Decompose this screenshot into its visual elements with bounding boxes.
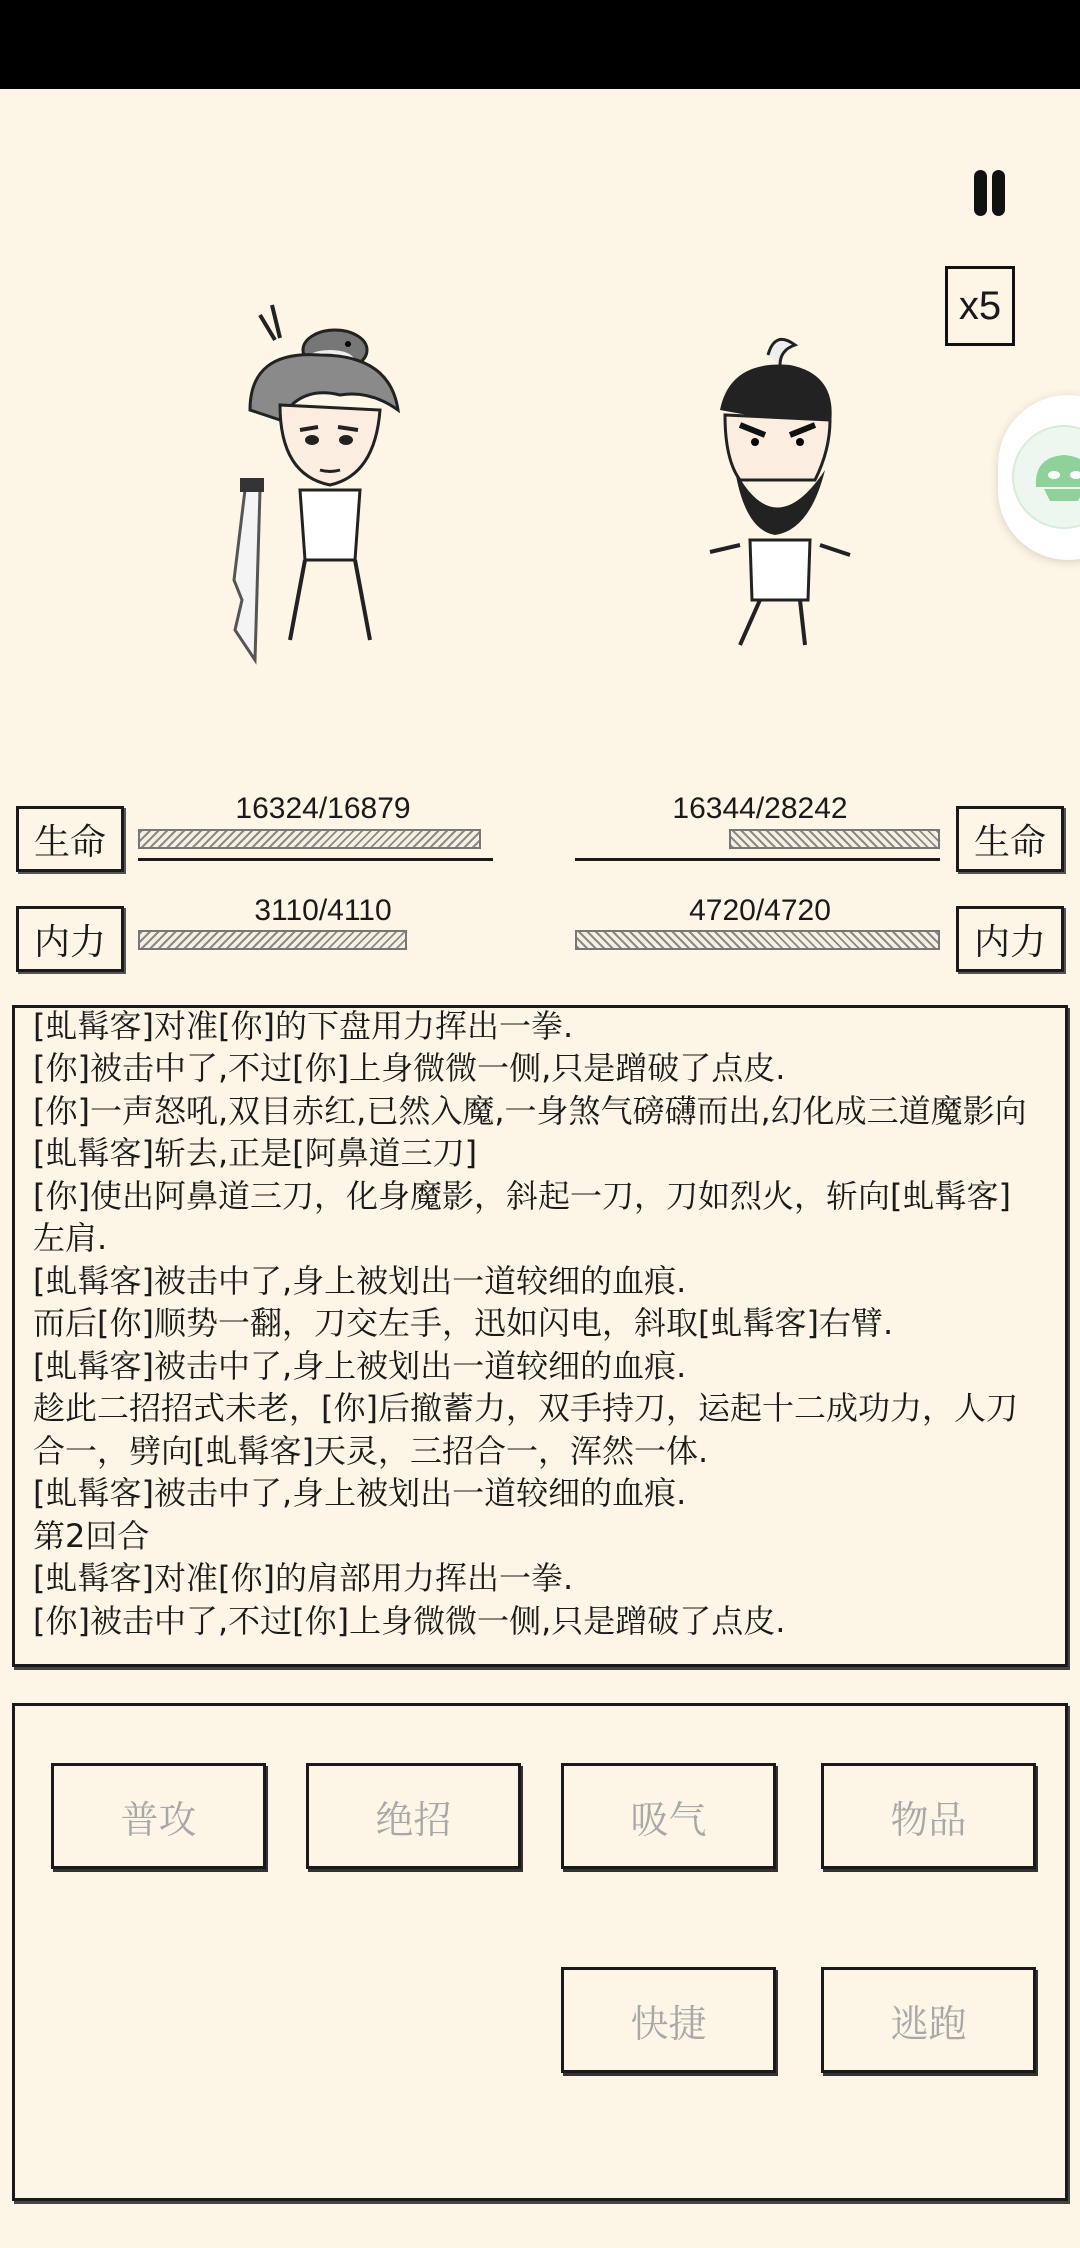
ultimate-button[interactable]: 绝招 (306, 1763, 521, 1869)
battle-log[interactable] (12, 1005, 1068, 1667)
player-mp-label: 内力 (16, 906, 124, 972)
log-line: 合一，劈向[虬髯客]天灵，三招合一，浑然一体. (33, 1431, 709, 1470)
enemy-mp-bar (575, 930, 940, 950)
enemy-hp-label: 生命 (956, 806, 1064, 872)
status-bar (0, 0, 1080, 89)
pause-icon (974, 170, 987, 216)
enemy-character (680, 330, 880, 660)
log-line: [虬髯客]对准[你]的下盘用力挥出一拳. (33, 1006, 574, 1045)
assistant-icon (1012, 425, 1080, 529)
log-line: [你]一声怒吼,双目赤红,已然入魔,一身煞气磅礴而出,幻化成三道魔影向 (33, 1091, 1027, 1130)
enemy-hp-value: 16344/28242 (672, 792, 848, 825)
player-hp-value: 16324/16879 (235, 792, 411, 825)
normal-attack-button[interactable]: 普攻 (51, 1763, 266, 1869)
player-mp-value: 3110/4110 (254, 894, 392, 927)
breathe-button[interactable]: 吸气 (561, 1763, 776, 1869)
log-line: 左肩. (33, 1219, 108, 1257)
log-line: 趁此二招招式未老，[你]后撤蓄力，双手持刀，运起十二成功力，人刀 (33, 1389, 1018, 1427)
log-line: [虬髯客]对准[你]的肩部用力挥出一拳. (33, 1559, 574, 1597)
shortcut-button[interactable]: 快捷 (561, 1967, 776, 2073)
items-button[interactable]: 物品 (821, 1763, 1036, 1869)
enemy-mp-value: 4720/4720 (689, 894, 831, 927)
pause-button[interactable] (962, 166, 1016, 220)
player-hp-label: 生命 (16, 806, 124, 872)
log-line: 第2回合 (33, 1516, 150, 1555)
log-line: [虬髯客]被击中了,身上被划出一道较细的血痕. (33, 1474, 687, 1512)
speed-toggle-button[interactable]: x5 (945, 266, 1015, 346)
action-panel (12, 1703, 1068, 2201)
log-line: [你]被击中了,不过[你]上身微微一侧,只是蹭破了点皮. (33, 1601, 786, 1640)
player-hp-bar (138, 829, 481, 849)
enemy-mp-label: 内力 (956, 906, 1064, 972)
flee-button[interactable]: 逃跑 (821, 1967, 1036, 2073)
log-line: [你]使出阿鼻道三刀，化身魔影，斜起一刀，刀如烈火，斩向[虬髯客] (33, 1176, 1011, 1215)
enemy-hp-bar (729, 829, 940, 849)
log-line: [你]被击中了,不过[你]上身微微一侧,只是蹭破了点皮. (33, 1049, 786, 1087)
log-line: [虬髯客]被击中了,身上被划出一道较细的血痕. (33, 1261, 687, 1300)
floating-assistant-button[interactable] (998, 395, 1080, 560)
log-line: 而后[你]顺势一翻，刀交左手，迅如闪电，斜取[虬髯客]右臂. (33, 1304, 894, 1342)
player-character (220, 300, 450, 680)
log-line: [虬髯客]斩去,正是[阿鼻道三刀] (33, 1134, 478, 1172)
log-line: [虬髯客]被击中了,身上被划出一道较细的血痕. (33, 1346, 687, 1385)
player-mp-bar (138, 930, 407, 950)
